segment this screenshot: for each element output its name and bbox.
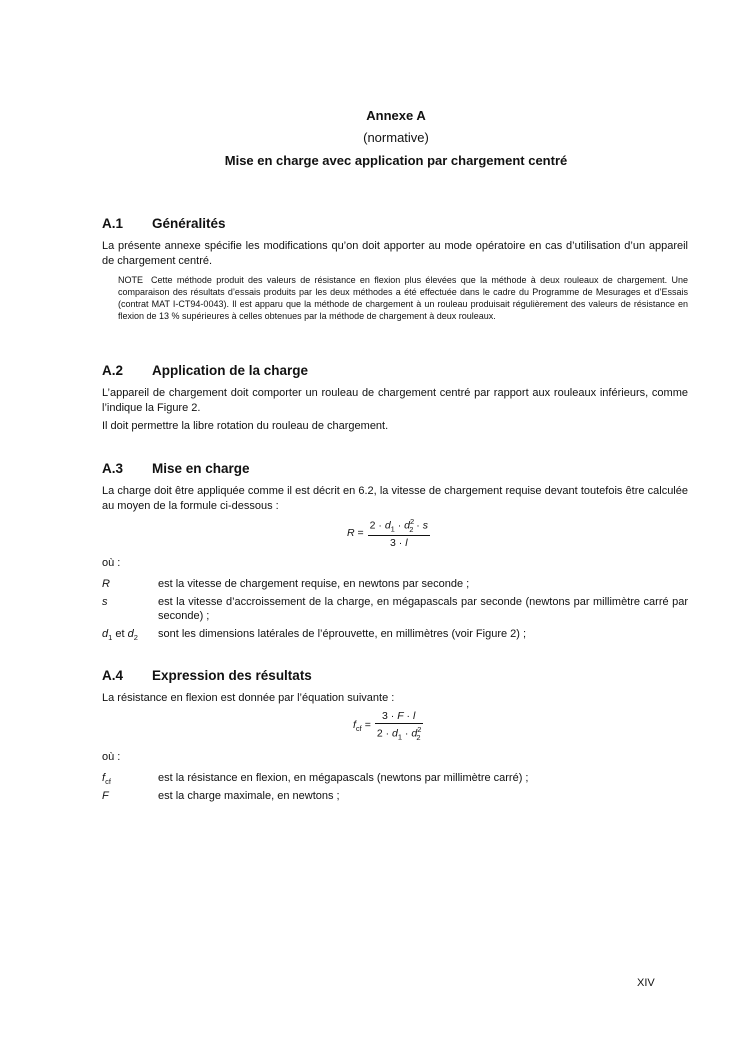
definition-symbol: s [102, 596, 108, 608]
where-label: où : [102, 557, 121, 569]
definition-symbol: R [102, 578, 110, 590]
section-number: A.3 [102, 461, 124, 476]
definition-text: est la vitesse de chargement requise, en newtons par seconde ; [158, 578, 470, 590]
page-number: XIV [637, 977, 655, 989]
section-title: Mise en charge [152, 461, 250, 476]
note [118, 274, 688, 322]
note-label: NOTE [118, 275, 144, 285]
section-heading-a4 [102, 668, 312, 683]
section-heading-a1 [102, 216, 226, 231]
annex-title: Annexe A [366, 108, 426, 123]
definition-text: est la charge maximale, en newtons ; [158, 790, 340, 802]
section-number: A.4 [102, 668, 124, 683]
definition-text: est la résistance en flexion, en mégapascals (newtons par millimètre carré) ; [158, 772, 529, 784]
formula-fcf: $f_{cf}$ = $\frac{3 \cdot F \cdot l}{2 \cdot d_1 \cdot d^2_2}$ [353, 710, 422, 742]
section-number: A.2 [102, 363, 124, 378]
annex-heading: Mise en charge avec application par chargement centré [224, 153, 568, 168]
paragraph: La charge doit être appliquée comme il est décrit en 6.2, la vitesse de chargement requise devant toutefois être calculée au moyen de la formule ci-dessous : [102, 485, 688, 512]
section-heading-a2 [102, 363, 308, 378]
paragraph: L’appareil de chargement doit comporter un rouleau de chargement centré par rapport aux rouleaux inférieurs, comme l’indique la Figure 2. [102, 387, 688, 414]
section-heading-a3 [102, 461, 250, 476]
annex-status: (normative) [363, 130, 429, 145]
definition-symbol: $f_{cf}$ [102, 772, 111, 787]
formula-r: R = $\frac{2 \cdot d_1 \cdot d^2_2 \cdot s}{3 \cdot l}$ [347, 517, 428, 549]
paragraph: Il doit permettre la libre rotation du rouleau de chargement. [102, 420, 389, 432]
section-title: Expression des résultats [152, 668, 312, 683]
where-label: où : [102, 751, 121, 763]
definition-text: est la vitesse d’accroissement de la charge, en mégapascals par seconde (newtons par millimètre carré par seconde) ; [158, 596, 688, 622]
paragraph: La résistance en flexion est donnée par l’équation suivante : [102, 692, 395, 704]
definition-symbol: F [102, 790, 109, 802]
section-title: Généralités [152, 216, 226, 231]
note-text: Cette méthode produit des valeurs de résistance en flexion plus élevées que la méthode à deux rouleaux de chargement. Une comparaison des résultats d’essais produits par les deux méthodes a été effectuée dans le cadre du Programme de Mesurages et d’Essais (contrat MAT I-CT94-0043). Il est apparu que la méthode de chargement à un rouleau produisait régulièrement des valeurs de résistance en flexion de 13 % supérieures à celles obtenues par la méthode de chargement à deux rouleaux. [118, 275, 688, 321]
definition-symbol: $d_1$ et $d_2$ [102, 628, 138, 643]
definition-text: sont les dimensions latérales de l’éprouvette, en millimètres (voir Figure 2) ; [158, 628, 527, 640]
section-title: Application de la charge [152, 363, 309, 378]
section-number: A.1 [102, 216, 124, 231]
paragraph: La présente annexe spécifie les modifications qu’on doit apporter au mode opératoire en cas d’utilisation d’un appareil de chargement centré. [102, 240, 688, 267]
